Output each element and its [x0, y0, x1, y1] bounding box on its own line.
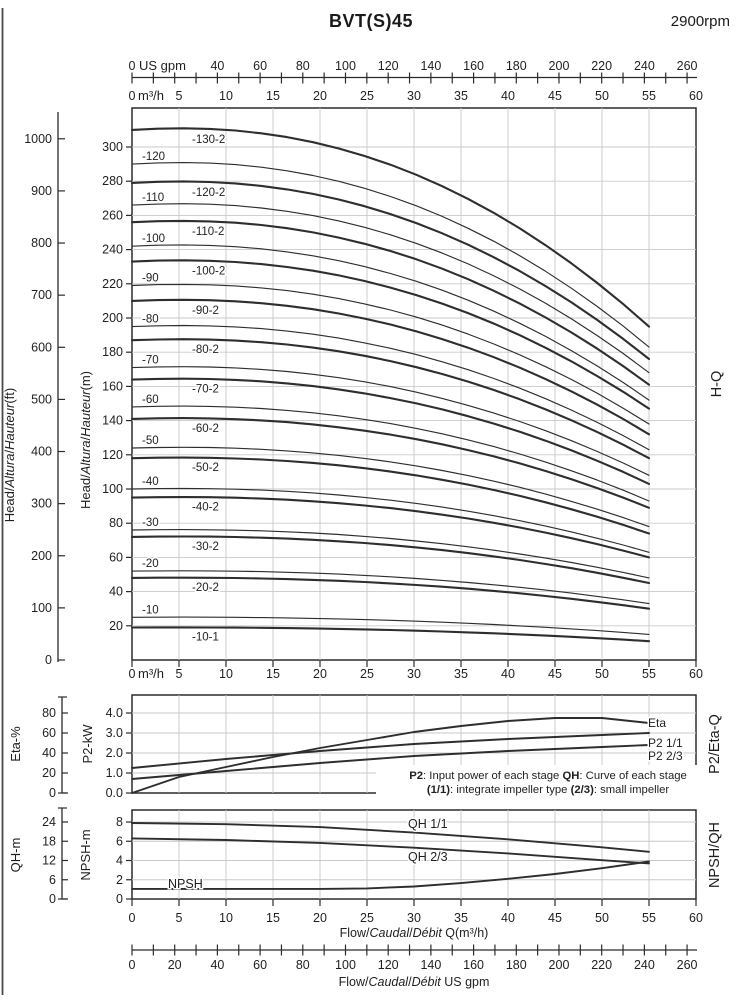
- axis-tick-label: 25: [360, 89, 374, 103]
- axis-tick-label: 160: [102, 379, 123, 394]
- axis-tick-label: 50: [595, 911, 609, 925]
- axis-tick-label: 120: [377, 958, 399, 972]
- axis-tick-label: 20: [313, 667, 327, 681]
- series-label: NPSH: [168, 877, 203, 891]
- axis-tick-label: 80: [109, 516, 123, 531]
- axis-tick-label: 800: [31, 236, 52, 251]
- axis-tick-label: 15: [266, 667, 280, 681]
- axis-tick-label: m³/h: [138, 88, 164, 103]
- axis-tick-label: 0: [128, 911, 136, 925]
- axis-tick-label: 2: [116, 872, 123, 887]
- axis-tick-label: 5: [175, 911, 183, 925]
- hq-curve-label: -70-2: [192, 383, 219, 396]
- head-m-axis-title: Head/Altura/Hauteur(m): [78, 370, 93, 510]
- axis-tick-label: 60: [42, 726, 56, 740]
- axis-tick-label: 0: [128, 667, 136, 681]
- hq-curve-label: -120: [142, 151, 166, 164]
- hq-curve-label: -20-2: [192, 581, 219, 594]
- axis-tick-label: 0: [128, 59, 136, 73]
- axis-tick-label: 5: [175, 667, 183, 681]
- axis-tick-label: 60: [253, 958, 268, 972]
- axis-tick-label: 20: [313, 911, 327, 925]
- series-label: QH 2/3: [408, 850, 448, 864]
- axis-tick-label: 3.0: [105, 726, 123, 740]
- hq-curve-label: -80: [142, 313, 159, 326]
- axis-tick-label: 220: [591, 958, 613, 972]
- axis-tick-label: 2.0: [105, 746, 123, 760]
- axis-tick-label: 50: [595, 667, 609, 681]
- axis-tick-label: 260: [102, 208, 123, 223]
- series-label: P2 1/1: [648, 736, 683, 750]
- axis-tick-label: 100: [102, 482, 123, 496]
- axis-tick-label: 8: [116, 815, 123, 829]
- axis-tick-label: 60: [253, 59, 268, 73]
- section-label-hq: H-Q: [709, 370, 725, 398]
- axis-tick-label: 45: [548, 89, 562, 103]
- axis-tick-label: 200: [31, 548, 52, 563]
- axis-tick-label: 55: [642, 911, 656, 925]
- axis-tick-label: 45: [548, 667, 562, 681]
- axis-tick-label: 260: [676, 958, 698, 972]
- axis-tick-label: 10: [219, 911, 233, 925]
- head-m-axis: [78, 140, 132, 633]
- axis-tick-label: 260: [676, 59, 698, 73]
- page-title: BVT(S)45: [328, 11, 413, 31]
- axis-tick-label: 100: [335, 59, 356, 73]
- axis-tick-label: 0: [49, 786, 56, 800]
- axis-tick-label: 80: [295, 958, 310, 972]
- axis-tick-label: 6: [116, 834, 123, 849]
- axis-tick-label: 25: [360, 667, 374, 681]
- axis-tick-label: 4.0: [105, 706, 123, 720]
- axis-tick-label: 10: [219, 89, 233, 103]
- axis-tick-label: 120: [102, 447, 123, 462]
- axis-tick-label: 0: [128, 89, 136, 103]
- axis-tick-label: 10: [219, 667, 233, 681]
- hq-curve-label: -10-1: [192, 631, 219, 644]
- axis-tick-label: 12: [42, 853, 56, 868]
- hq-curve-label: -40-2: [192, 501, 219, 514]
- hq-curve-label: -80-2: [192, 344, 219, 357]
- hq-curve-labels: [142, 134, 225, 644]
- axis-tick-label: 140: [420, 958, 442, 972]
- p2-axis-title: P2-kW: [80, 724, 95, 764]
- hq-curve-label: -100-2: [192, 265, 226, 278]
- axis-tick-label: 0: [45, 653, 52, 667]
- axis-tick-label: 400: [31, 444, 52, 459]
- axis-tick-label: 20: [167, 958, 182, 972]
- hq-curve-label: -40: [142, 476, 159, 488]
- bottom-flow-axis-gpm: [129, 945, 698, 990]
- note-line-1: P2: Input power of each stage QH: Curve of each stage: [409, 770, 687, 782]
- hq-curve-label: -130-2: [192, 133, 226, 146]
- axis-tick-label: 35: [454, 911, 468, 925]
- axis-tick-label: 200: [548, 59, 570, 73]
- hq-curve-label: -110: [142, 192, 165, 205]
- axis-tick-label: 100: [31, 600, 52, 615]
- eta-axis-title: Eta-%: [8, 726, 23, 762]
- hq-curve-label: -10: [142, 604, 159, 617]
- axis-tick-label: 30: [407, 667, 421, 681]
- hq-curve-label: -90: [142, 272, 159, 285]
- eta-p2-series-labels: [648, 716, 683, 763]
- axis-tick-label: 25: [360, 911, 374, 925]
- axis-tick-label: 220: [102, 276, 123, 291]
- axis-tick-label: 35: [454, 89, 468, 103]
- axis-tick-label: 40: [42, 746, 56, 760]
- axis-tick-label: 180: [505, 958, 527, 972]
- axis-tick-label: 200: [548, 958, 570, 972]
- axis-tick-label: 300: [102, 140, 123, 154]
- axis-tick-label: 140: [102, 413, 123, 428]
- top-gpm-axis: [129, 58, 698, 84]
- axis-tick-label: 60: [689, 667, 703, 681]
- axis-tick-label: 120: [377, 59, 399, 73]
- axis-tick-label: 40: [501, 89, 515, 103]
- axis-tick-label: 40: [210, 59, 225, 73]
- hq-curve-label: -70: [142, 354, 159, 367]
- axis-tick-label: 20: [313, 89, 327, 103]
- axis-tick-label: 15: [266, 911, 280, 925]
- hq-curve-label: -50-2: [192, 462, 219, 475]
- axis-tick-label: 20: [109, 618, 123, 633]
- note-text: [376, 765, 704, 797]
- series-label: Eta: [648, 716, 667, 730]
- rpm-label: 2900rpm: [670, 13, 730, 30]
- right-section-labels: [707, 371, 725, 888]
- axis-tick-label: 6: [49, 872, 56, 887]
- bottom-flow-axis-m3h: [129, 899, 703, 940]
- axis-tick-label: 80: [295, 59, 310, 73]
- hq-curve-label: -90-2: [192, 304, 219, 317]
- axis-tick-label: 45: [548, 911, 562, 925]
- axis-tick-label: 0: [116, 892, 123, 906]
- axis-tick-label: 0: [49, 892, 56, 906]
- axis-tick-label: 40: [501, 911, 515, 925]
- axis-tick-label: 280: [102, 174, 123, 189]
- axis-tick-label: 4: [116, 853, 123, 868]
- axis-tick-label: 1.0: [105, 766, 123, 780]
- hq-curve-label: -50: [142, 434, 159, 447]
- axis-tick-label: US gpm: [139, 58, 186, 73]
- axis-tick-label: 500: [31, 392, 52, 407]
- top-m3h-axis: [129, 88, 703, 103]
- axis-tick-label: 220: [591, 59, 613, 73]
- axis-tick-label: 240: [633, 59, 655, 73]
- axis-tick-label: 15: [266, 89, 280, 103]
- axis-tick-label: 700: [31, 288, 52, 303]
- hq-curve-label: -60: [142, 393, 159, 406]
- section-label-npsh-qh: NPSH/QH: [707, 821, 723, 889]
- npsh-axis: [78, 815, 132, 906]
- axis-tick-label: 1000: [24, 131, 52, 146]
- series-label: P2 2/3: [648, 749, 683, 763]
- axis-tick-label: 40: [109, 584, 123, 599]
- axis-tick-label: 60: [689, 911, 703, 925]
- axis-tick-label: 40: [210, 958, 225, 972]
- eta-axis: [8, 697, 68, 800]
- axis-tick-label: 30: [407, 911, 421, 925]
- axis-tick-label: 0: [128, 958, 136, 972]
- axis-tick-label: 60: [689, 89, 703, 103]
- axis-tick-label: 180: [505, 59, 527, 73]
- flow-axis-title-m3h: Flow/Caudal/Débit Q(m³/h): [339, 926, 489, 940]
- series-label: QH 1/1: [408, 817, 448, 831]
- main-bottom-m3h-axis: [129, 660, 703, 681]
- axis-tick-label: 60: [109, 550, 123, 565]
- axis-tick-label: 900: [31, 183, 52, 198]
- axis-tick-label: 240: [633, 958, 655, 972]
- hq-curve-label: -30: [142, 517, 159, 530]
- axis-tick-label: 50: [595, 89, 609, 103]
- axis-tick-label: 55: [642, 89, 656, 103]
- axis-tick-label: 0.0: [105, 786, 123, 800]
- head-ft-axis-title: Head/Altura/Hauteur(ft): [2, 387, 17, 523]
- p2-axis: [80, 706, 132, 800]
- hq-curve-label: -20: [142, 558, 159, 571]
- axis-tick-label: 40: [501, 667, 515, 681]
- axis-tick-label: 18: [42, 834, 56, 849]
- axis-tick-label: 240: [102, 242, 123, 257]
- axis-tick-label: 30: [407, 89, 421, 103]
- axis-tick-label: 80: [42, 706, 56, 720]
- axis-tick-label: 300: [31, 496, 52, 511]
- hq-curve-label: -100: [142, 233, 166, 246]
- head-ft-axis: [2, 112, 65, 667]
- axis-tick-label: 160: [463, 958, 485, 972]
- npsh-axis-title: NPSH-m: [78, 829, 93, 881]
- npsh-qh-curves: [132, 823, 649, 889]
- section-label-p2-eta-q: P2/Eta-Q: [707, 714, 723, 774]
- axis-tick-label: 100: [335, 958, 356, 972]
- qh-axis-title: QH-m: [8, 837, 23, 873]
- axis-tick-label: 35: [454, 667, 468, 681]
- note-line-2: (1/1): integrate impeller type (2/3): small impeller: [426, 784, 670, 796]
- axis-tick-label: 160: [463, 59, 485, 73]
- axis-tick-label: 180: [102, 345, 123, 360]
- axis-tick-label: m³/h: [138, 666, 164, 681]
- axis-tick-label: 5: [175, 89, 183, 103]
- axis-tick-label: 600: [31, 340, 52, 355]
- axis-tick-label: 200: [102, 311, 123, 325]
- hq-curve-label: -110-2: [192, 226, 225, 239]
- qh-axis: [8, 808, 68, 906]
- hq-curve-label: -120-2: [192, 186, 226, 199]
- hq-curve-label: -30-2: [192, 540, 219, 553]
- axis-tick-label: 140: [420, 59, 442, 73]
- hq-curve-label: -60-2: [192, 422, 219, 435]
- axis-tick-label: 24: [42, 815, 56, 830]
- axis-tick-label: 20: [42, 766, 56, 780]
- flow-axis-title-gpm: Flow/Caudal/Débit US gpm: [338, 975, 490, 989]
- axis-tick-label: 55: [642, 667, 656, 681]
